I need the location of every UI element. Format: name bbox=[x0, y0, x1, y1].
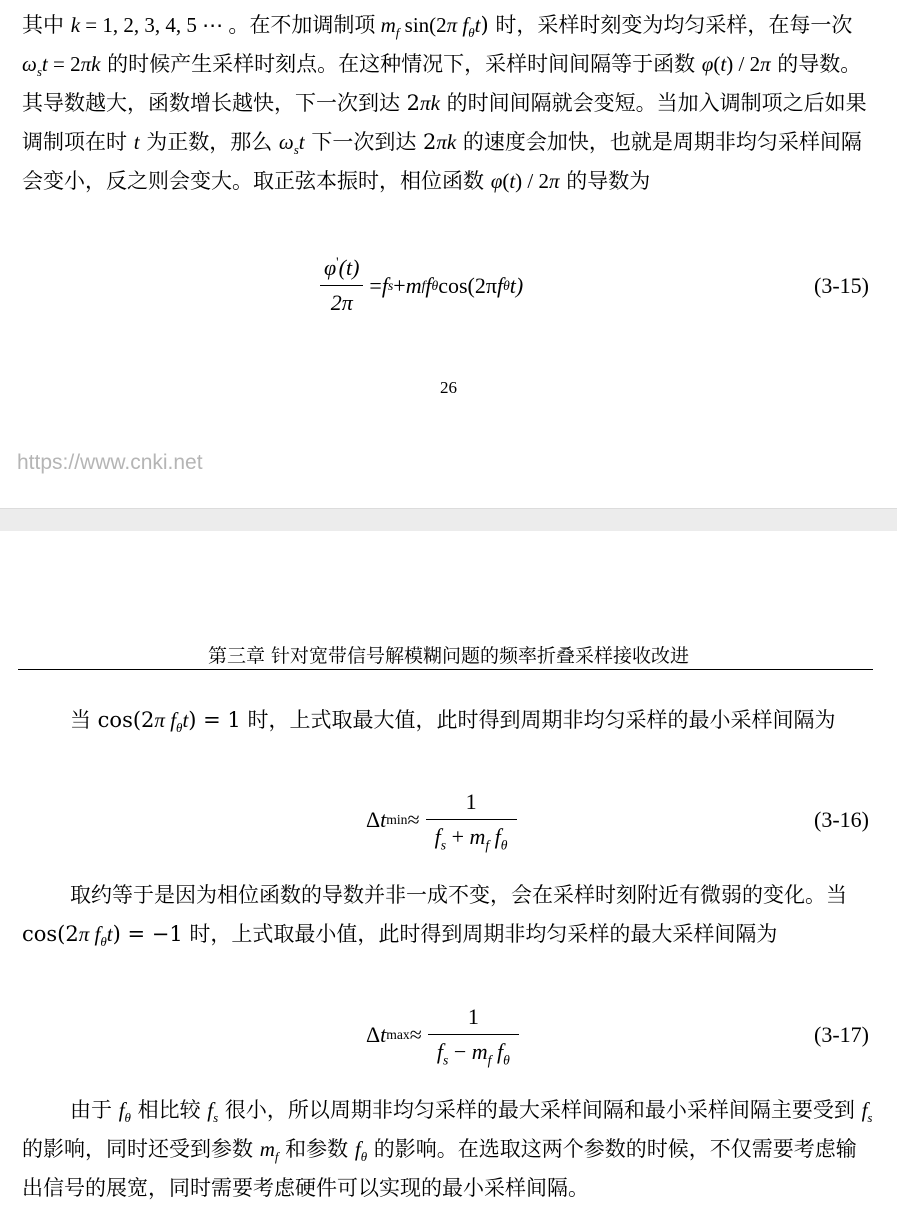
math: t) bbox=[509, 272, 524, 298]
text: 的时间间隔就会变短。当加入调制项之后如果调制项在时 bbox=[22, 91, 867, 154]
fraction bbox=[320, 255, 363, 316]
text: 相比较 bbox=[130, 1098, 208, 1122]
math: ≈ bbox=[409, 1021, 422, 1047]
equation-number: (3-15) bbox=[814, 273, 869, 298]
text: ) = −1 时，上式取最小值，此时得到周期非均匀采样的最大采样间隔为 bbox=[112, 922, 778, 946]
math-sub: s bbox=[213, 1110, 219, 1126]
math: + bbox=[393, 272, 406, 298]
math-sup: ' bbox=[336, 254, 339, 270]
math: π bbox=[760, 52, 771, 76]
math: t bbox=[298, 130, 305, 154]
text: 的导数为 bbox=[559, 169, 651, 193]
chapter-header: 第三章 针对宽带信号解模糊问题的频率折叠采样接收改进 bbox=[207, 645, 690, 667]
math: ω bbox=[278, 130, 294, 154]
math: πk bbox=[80, 52, 101, 76]
math-sub: f bbox=[485, 837, 490, 853]
fraction-denominator bbox=[431, 820, 512, 853]
text: 很小，所以周期非均匀采样的最大采样间隔和最小采样间隔主要受到 bbox=[218, 1098, 862, 1122]
page-separator bbox=[0, 508, 897, 532]
math: f bbox=[381, 272, 388, 298]
math: = 2 bbox=[47, 52, 81, 76]
math-sub: f bbox=[274, 1149, 279, 1165]
text: ) = 1 时，上式取最大值，此时得到周期非均匀采样的最小采样间隔为 bbox=[188, 708, 836, 732]
equation-3-15 bbox=[0, 255, 897, 325]
math: m bbox=[469, 824, 486, 849]
paragraph-sampling-intro bbox=[22, 6, 874, 201]
math: π bbox=[548, 169, 560, 193]
math: f bbox=[425, 272, 432, 298]
math-sub: s bbox=[443, 1052, 449, 1068]
math-sub: s bbox=[36, 64, 42, 80]
math: φ bbox=[324, 255, 337, 280]
math: (t) bbox=[338, 255, 360, 280]
math-sub: θ bbox=[503, 1052, 510, 1068]
fraction-denominator bbox=[433, 1035, 514, 1068]
math-sub: s bbox=[293, 142, 299, 158]
watermark-url: https://www.cnki.net bbox=[17, 451, 203, 474]
math: = bbox=[369, 272, 382, 298]
text: = 1, 2, 3, 4, 5 ⋯ 。在不加调制项 bbox=[80, 13, 381, 37]
text: 由于 bbox=[70, 1098, 119, 1122]
fraction-denominator bbox=[327, 286, 357, 316]
equation-3-17 bbox=[0, 1004, 897, 1074]
math-sub: θ bbox=[124, 1110, 131, 1126]
equation-body: $\frac{\varphi'(t)}{2\pi}$ = f s + m f f θ cos(2π f θ t) bbox=[314, 255, 523, 316]
math: t bbox=[474, 13, 481, 37]
page-number: 26 bbox=[440, 378, 457, 397]
math: πk bbox=[436, 130, 457, 154]
math: t bbox=[133, 130, 140, 154]
math: ≈ bbox=[407, 806, 420, 832]
text: 的时候产生采样时刻点。在这种情况下，采样时间间隔等于函数 bbox=[100, 52, 702, 76]
text: 为正数，那么 bbox=[139, 130, 279, 154]
equation-3-16 bbox=[0, 789, 897, 859]
math: f bbox=[354, 1137, 361, 1161]
math: t bbox=[106, 922, 113, 946]
math: ) / 2 bbox=[515, 169, 549, 193]
math: + bbox=[446, 824, 470, 849]
text: 下一次到达 2 bbox=[304, 130, 437, 154]
fraction bbox=[426, 789, 517, 853]
fraction bbox=[428, 1004, 519, 1068]
math: f bbox=[436, 1039, 444, 1064]
math: t bbox=[380, 806, 387, 832]
text: 的影响，同时还受到参数 bbox=[22, 1137, 260, 1161]
text: 当 cos(2 bbox=[70, 708, 155, 732]
math: t bbox=[380, 1021, 387, 1047]
math-sub: θ bbox=[468, 25, 475, 41]
math: t bbox=[509, 169, 516, 193]
math-sub: θ bbox=[360, 1149, 368, 1165]
math: φ bbox=[701, 52, 714, 76]
equation-number: (3-16) bbox=[814, 807, 869, 832]
math: cos(2π bbox=[438, 272, 497, 298]
math: − bbox=[448, 1039, 472, 1064]
text: 取约等于是因为相位函数的导数并非一成不变，会在采样时刻附近有微弱的变化。当 cos(2 bbox=[22, 883, 847, 946]
text: 的导数。其导数越大，函数增长越快，下一次到达 2 bbox=[22, 52, 862, 115]
equation-body: Δ t min ≈ $\frac{1}{f_s + m_f f_\theta}$ bbox=[366, 789, 523, 850]
equation-body: Δ t max ≈ $\frac{1}{f_s - m_f f_\theta}$ bbox=[366, 1004, 525, 1065]
math-sub: θ bbox=[100, 934, 107, 950]
text: 的影响。在选取这两个参数的时候，不仅需要考虑输出信号的展宽，同时需要考虑硬件可以实现的最小采样间隔。 bbox=[22, 1137, 857, 1200]
page-27 bbox=[0, 531, 897, 1231]
math: f bbox=[118, 1098, 125, 1122]
math: ω bbox=[22, 52, 37, 76]
math: π f bbox=[78, 922, 101, 946]
math: f bbox=[434, 824, 441, 849]
math-sub: s bbox=[867, 1110, 873, 1126]
math-sub: s bbox=[440, 837, 447, 853]
math: f bbox=[861, 1098, 868, 1122]
math-sub: θ bbox=[500, 837, 508, 853]
math: f bbox=[496, 272, 504, 298]
math: t bbox=[41, 52, 48, 76]
fraction-numerator: 1 bbox=[426, 789, 517, 820]
math: m bbox=[259, 1137, 275, 1161]
equation-number: (3-17) bbox=[814, 1022, 869, 1047]
math: ( bbox=[502, 169, 510, 193]
text: 和参数 bbox=[278, 1137, 355, 1161]
math: m bbox=[380, 13, 396, 37]
math: m bbox=[405, 272, 422, 298]
paragraph-parameter-effects bbox=[22, 1091, 874, 1208]
math: Δ bbox=[366, 1021, 381, 1047]
fraction-numerator: 1 bbox=[428, 1004, 519, 1035]
math: ( bbox=[713, 52, 721, 76]
math: t bbox=[720, 52, 727, 76]
math: Δ bbox=[366, 806, 381, 832]
paragraph-min-interval bbox=[22, 701, 874, 740]
math: sin(2 bbox=[399, 13, 447, 37]
fraction-numerator bbox=[320, 255, 363, 286]
math: π f bbox=[154, 708, 177, 732]
math: t bbox=[182, 708, 189, 732]
math: φ bbox=[490, 169, 503, 193]
math: ) / 2 bbox=[726, 52, 761, 76]
math-sub: f bbox=[395, 25, 400, 41]
header-rule bbox=[18, 669, 873, 670]
math-sub: f bbox=[487, 1052, 492, 1068]
text: 其中 bbox=[22, 13, 71, 37]
math: m bbox=[471, 1039, 488, 1064]
math: π f bbox=[446, 13, 469, 37]
math: 2π bbox=[330, 290, 353, 315]
math: k bbox=[70, 13, 81, 37]
math: f bbox=[207, 1098, 214, 1122]
math: f bbox=[491, 1039, 504, 1064]
math: f bbox=[489, 824, 501, 849]
page-26 bbox=[0, 0, 897, 508]
math-sub: θ bbox=[176, 720, 183, 736]
text: ) 时，采样时刻变为均匀采样，在每一次 bbox=[480, 13, 853, 37]
paragraph-max-interval bbox=[22, 876, 874, 954]
math: πk bbox=[420, 91, 440, 115]
text: 的速度会加快，也就是周期非均匀采样间隔会变小，反之则会变大。取正弦本振时，相位函数 bbox=[22, 130, 862, 193]
